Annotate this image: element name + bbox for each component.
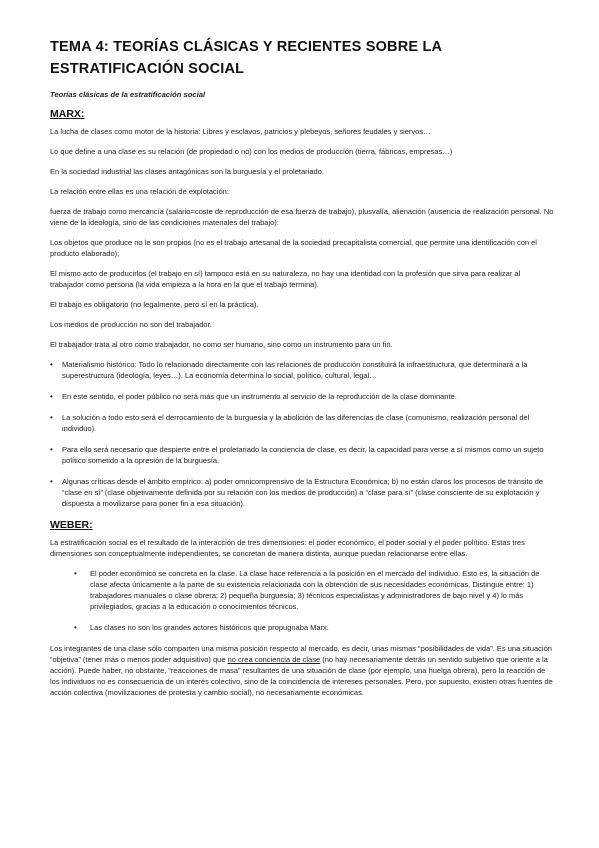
list-item-text: Algunas críticas desde el ámbito empírico: a) poder omnicomprensivo de la Estructura Económica; b) no están claros los procesos de tránsito de “clase en sí” (clase objetivamente definida por su relación con los medios de producción) a “clase para sí” (clase consciente de su explotación y dispuesta a movilizarse para poner fin a esa situación). bbox=[62, 477, 544, 508]
title-line: TEMA 4: TEORÍAS CLÁSICAS Y RECIENTES SOBRE LA bbox=[50, 39, 443, 55]
section-subtitle: Teorías clásicas de la estratificación social bbox=[50, 90, 206, 99]
marx-bullet-list bbox=[50, 359, 555, 509]
weber-intro: La estratificación social es el resultado de la interacción de tres dimensiones: el poder económico, el poder social y el poder político. Estas tres dimensiones son conceptualmente independientes, se concretan de manera distinta, aunque puedan relacionarse entre ellas. bbox=[50, 538, 525, 558]
bullet-icon: • bbox=[50, 445, 53, 454]
final-text: Los integrantes de una clase sólo comparten una misma posición respecto al mercado, es decir, unas mismas “posibilidades de vida”. Es una situación “objetiva” (tener más o menos poder adquisitivo) que bbox=[50, 644, 552, 664]
title-line: ESTRATIFICACIÓN SOCIAL bbox=[50, 61, 245, 77]
bullet-icon: • bbox=[74, 569, 77, 578]
bullet-icon: • bbox=[50, 392, 53, 401]
list-item bbox=[50, 359, 555, 381]
list-item-text: Las clases no son los grandes actores históricos que propugnaba Marx. bbox=[90, 623, 329, 632]
marx-paragraph: La relación entre ellas es una relación de explotación: bbox=[50, 187, 229, 196]
bullet-icon: • bbox=[74, 623, 77, 632]
marx-heading: MARX: bbox=[50, 108, 85, 120]
list-item bbox=[62, 622, 555, 633]
list-item-text: El poder económico se concreta en la clase. La clase hace referencia a la posición en el mercado del individuo. Esto es, la situación de clase afecta únicamente a la parte de su existencia relacionada con la obtención de sus necesidades económicas. Distingue entre: 1) trabajadores manuales o clase obrera; 2) pequeña burguesía; 3) técnicos especialistas y administradores de bajo nivel y 4) lo más privilegiados, gracias a la educación o conocimientos técnicos. bbox=[90, 569, 540, 611]
marx-paragraph: Los medios de producción no son del trabajador. bbox=[50, 320, 212, 329]
bullet-icon: • bbox=[50, 413, 53, 422]
marx-paragraph: La lucha de clases como motor de la historia: Libres y esclavos, patricios y plebeyos, señores feudales y siervos… bbox=[50, 127, 431, 136]
marx-paragraph: Lo que define a una clase es su relación (de propiedad o no) con los medios de producción (tierra, fábricas, empresas…) bbox=[50, 147, 453, 156]
marx-paragraph: Los objetos que produce no le son propios (no es el trabajo artesanal de la sociedad precapitalista comercial, que permite una identificación con el producto elaborado); bbox=[50, 238, 537, 258]
list-item bbox=[50, 412, 555, 434]
marx-paragraph: En la sociedad industrial las clases antagónicas son la burguesía y el proletariado. bbox=[50, 167, 324, 176]
marx-paragraph: El trabajador trata al otro como trabajador, no como ser humano, sino como un instrumento para un fin. bbox=[50, 340, 393, 349]
list-item-text: Para ello será necesario que despierte entre el proletariado la conciencia de clase, es decir, la capacidad para verse a sí mismos como un sujeto político sometido a la opresión de la burguesía. bbox=[62, 445, 544, 465]
marx-paragraph: El mismo acto de producirlos (el trabajo en sí) tampoco está en su naturaleza, no hay una identidad con la profesión que sirva para realizar al trabajador como persona (la vida empieza a la hora en la que el trabajo termina). bbox=[50, 269, 521, 289]
bullet-icon: • bbox=[50, 477, 53, 486]
underlined-phrase: no crea conciencia de clase bbox=[227, 655, 321, 664]
list-item bbox=[50, 391, 555, 402]
bullet-icon: • bbox=[50, 360, 53, 369]
weber-heading: WEBER: bbox=[50, 519, 93, 531]
list-item bbox=[50, 444, 555, 466]
marx-paragraph: El trabajo es obligatorio (no legalmente, pero sí en la práctica). bbox=[50, 300, 259, 309]
weber-final-paragraph bbox=[50, 643, 555, 698]
list-item bbox=[50, 476, 555, 509]
final-text: (no hay necesariamente detrás un sentido subjetivo que oriente a la acción). Puede haber, no obstante, “reacciones de masa” resultantes de una situación de clase (por ejemplo, una huelga obrera), pero la reacción de los individuos no es consecuencia de un interés colectivo, sino de la coincidencia de intereses personales. Pero, por supuesto, existen otras fuentes de acción colectiva (movilizaciones de protesta y cambio social), no necesariamente económicas. bbox=[50, 655, 553, 697]
list-item-text: En este sentido, el poder público no será más que un instrumento al servicio de la reproducción de la clase dominante. bbox=[62, 392, 457, 401]
list-item-text: Materialismo histórico: Todo lo relacionado directamente con las relaciones de producción constituirá la infraestructura, que determinará a la superestructura (ideología, leyes…). La economía determina lo social, político, cultural, legal… bbox=[62, 360, 528, 380]
weber-bullet-list bbox=[50, 568, 555, 633]
marx-paragraph: fuerza de trabajo como mercancía (salario=coste de reproducción de esa fuerza de trabajo), plusvalía, alienación (ausencia de realización personal. No viene de la ideología, sino de las condiciones materiales del trabajo): bbox=[50, 207, 554, 227]
list-item-text: La solución a todo esto será el derrocamiento de la burguesía y la abolición de las diferencias de clase (comunismo, realización personal del individuo). bbox=[62, 413, 530, 433]
document-title bbox=[50, 36, 555, 80]
list-item bbox=[62, 568, 555, 612]
